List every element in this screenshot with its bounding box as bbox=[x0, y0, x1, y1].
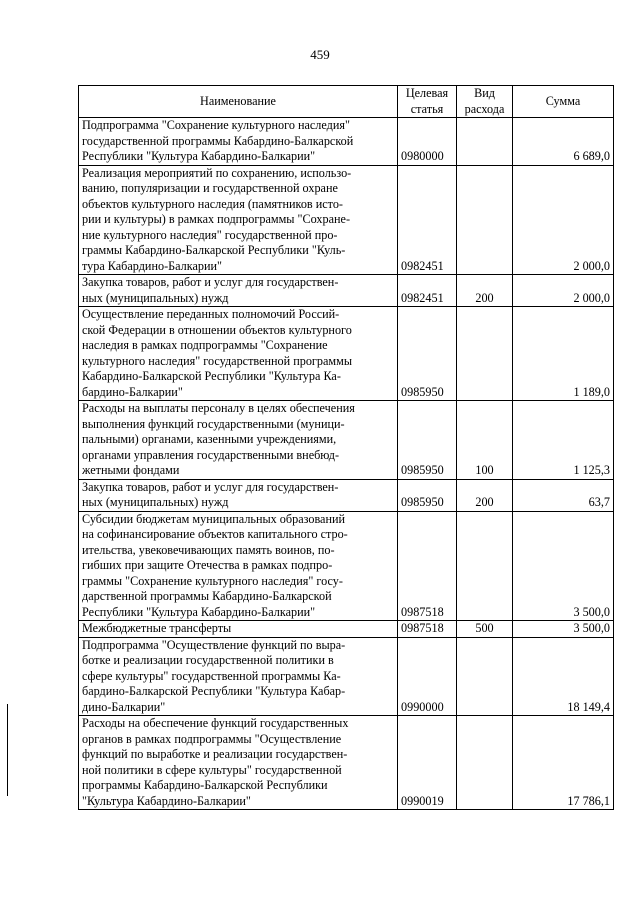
row-code: 0985950 bbox=[398, 479, 457, 511]
row-name-line: жетными фондами bbox=[82, 463, 180, 477]
row-sum: 17 786,1 bbox=[513, 716, 614, 810]
row-name bbox=[79, 118, 398, 166]
row-type bbox=[457, 165, 513, 275]
page-number: 459 bbox=[310, 47, 330, 62]
table-row bbox=[79, 637, 614, 716]
row-name-line: пальными) органами, казенными учреждениями, bbox=[82, 432, 337, 446]
row-name-line: Подпрограмма "Сохранение культурного наследия" bbox=[82, 118, 350, 132]
row-type: 500 bbox=[457, 621, 513, 638]
budget-body bbox=[79, 118, 614, 810]
row-name bbox=[79, 401, 398, 480]
header-name: Наименование bbox=[79, 86, 398, 118]
row-name-line: бардино-Балкарии" bbox=[82, 384, 183, 399]
row-name-line: функций по выработке и реализации государствен- bbox=[82, 747, 348, 761]
row-sum: 3 500,0 bbox=[513, 621, 614, 638]
row-name bbox=[79, 621, 398, 638]
row-name-line: ительства, увековечивающих память воинов, по- bbox=[82, 542, 335, 557]
row-name-line: "Культура Кабардино-Балкарии" bbox=[82, 793, 251, 808]
row-sum: 1 125,3 bbox=[513, 401, 614, 480]
row-name-line: Кабардино-Балкарской Республики "Культура Ка- bbox=[82, 369, 341, 383]
row-type: 100 bbox=[457, 401, 513, 480]
row-name-line: рии и культуры) в рамках подпрограммы "Сохране- bbox=[82, 212, 351, 226]
row-name bbox=[79, 511, 398, 621]
row-name-line: культурного наследия" государственной программы bbox=[82, 353, 353, 368]
row-sum: 1 189,0 bbox=[513, 307, 614, 401]
table-row bbox=[79, 275, 614, 307]
row-sum: 18 149,4 bbox=[513, 637, 614, 716]
budget-table bbox=[78, 85, 614, 810]
row-name-line: граммы "Сохранение культурного наследия" госу- bbox=[82, 573, 343, 588]
row-code: 0987518 bbox=[398, 621, 457, 638]
header-type-line: расхода bbox=[464, 101, 505, 116]
table-row bbox=[79, 401, 614, 480]
row-name-line: Расходы на выплаты персоналу в целях обеспечения bbox=[82, 401, 355, 415]
row-name-line: ботке и реализации государственной политики в bbox=[82, 653, 334, 667]
row-name-line: выполнения функций государственными (муници- bbox=[82, 416, 345, 431]
row-name-line: Закупка товаров, работ и услуг для государствен- bbox=[82, 479, 339, 494]
row-code: 0985950 bbox=[398, 307, 457, 401]
row-name-line: ванию, популяризации и государственной охране bbox=[82, 181, 338, 195]
table-row bbox=[79, 621, 614, 638]
row-name bbox=[79, 716, 398, 810]
row-name-line: органами управления государственными внебюд- bbox=[82, 447, 340, 462]
row-name-line: Республики "Культура Кабардино-Балкарии" bbox=[82, 604, 316, 619]
header-code-line: статья bbox=[410, 101, 444, 116]
row-name-line: ных (муниципальных) нужд bbox=[82, 495, 229, 509]
row-name-line: бардино-Балкарской Республики "Культура Кабар- bbox=[82, 684, 346, 698]
row-name bbox=[79, 165, 398, 275]
row-name-line: Подпрограмма "Осуществление функций по выра- bbox=[82, 637, 346, 652]
row-name-line: органов в рамках подпрограммы "Осуществление bbox=[82, 731, 342, 746]
row-name-line: гибших при защите Отечества в рамках подпро- bbox=[82, 558, 333, 572]
row-sum: 6 689,0 bbox=[513, 118, 614, 166]
row-name-line: Субсидии бюджетам муниципальных образований bbox=[82, 511, 346, 526]
row-type: 200 bbox=[457, 275, 513, 307]
row-name bbox=[79, 275, 398, 307]
header-type bbox=[457, 86, 513, 118]
row-name-line: Осуществление переданных полномочий Россий- bbox=[82, 307, 340, 321]
row-code: 0990000 bbox=[398, 637, 457, 716]
table-row bbox=[79, 118, 614, 166]
table-row bbox=[79, 716, 614, 810]
header-row bbox=[79, 86, 614, 118]
row-name-line: наследия в рамках подпрограммы "Сохранение bbox=[82, 338, 328, 352]
row-name-line: Республики "Культура Кабардино-Балкарии" bbox=[82, 149, 316, 163]
row-type bbox=[457, 637, 513, 716]
row-name-line: государственной программы Кабардино-Балкарской bbox=[82, 133, 354, 148]
table-row bbox=[79, 165, 614, 275]
row-name-line: Реализация мероприятий по сохранению, использо- bbox=[82, 165, 352, 180]
header-type-line: Вид bbox=[474, 86, 495, 100]
header-code bbox=[398, 86, 457, 118]
row-type bbox=[457, 307, 513, 401]
row-name-line: ной политики в сфере культуры" государственной bbox=[82, 762, 342, 777]
row-type bbox=[457, 511, 513, 621]
row-name-line: граммы Кабардино-Балкарской Республики "Куль- bbox=[82, 243, 346, 257]
row-name-line: Закупка товаров, работ и услуг для государствен- bbox=[82, 275, 339, 289]
row-sum: 3 500,0 bbox=[513, 511, 614, 621]
row-code: 0990019 bbox=[398, 716, 457, 810]
row-name-line: сфере культуры" государственной программы Ка- bbox=[82, 668, 341, 683]
row-sum: 2 000,0 bbox=[513, 165, 614, 275]
row-sum: 63,7 bbox=[513, 479, 614, 511]
row-sum: 2 000,0 bbox=[513, 275, 614, 307]
table-row bbox=[79, 511, 614, 621]
row-name-line: Межбюджетные трансферты bbox=[82, 621, 232, 635]
row-name-line: ных (муниципальных) нужд bbox=[82, 290, 229, 305]
row-name-line: дино-Балкарии" bbox=[82, 699, 166, 714]
margin-mark bbox=[7, 704, 8, 796]
row-name bbox=[79, 307, 398, 401]
row-name-line: Расходы на обеспечение функций государственных bbox=[82, 716, 349, 730]
row-name bbox=[79, 637, 398, 716]
row-name-line: ской Федерации в отношении объектов культурного bbox=[82, 322, 352, 337]
row-code: 0987518 bbox=[398, 511, 457, 621]
row-name-line: программы Кабардино-Балкарской Республики bbox=[82, 778, 328, 792]
row-code: 0985950 bbox=[398, 401, 457, 480]
row-code: 0980000 bbox=[398, 118, 457, 166]
row-type bbox=[457, 716, 513, 810]
row-type bbox=[457, 118, 513, 166]
table-row bbox=[79, 307, 614, 401]
header-sum: Сумма bbox=[513, 86, 614, 118]
row-name bbox=[79, 479, 398, 511]
row-name-line: объектов культурного наследия (памятников исто- bbox=[82, 196, 343, 211]
row-code: 0982451 bbox=[398, 275, 457, 307]
row-name-line: на софинансирование объектов капитального стро- bbox=[82, 527, 348, 541]
row-name-line: ние культурного наследия" государственной про- bbox=[82, 227, 338, 242]
row-name-line: дарственной программы Кабардино-Балкарской bbox=[82, 589, 332, 603]
row-type: 200 bbox=[457, 479, 513, 511]
row-code: 0982451 bbox=[398, 165, 457, 275]
table-row bbox=[79, 479, 614, 511]
header-code-line: Целевая bbox=[405, 86, 449, 100]
row-name-line: тура Кабардино-Балкарии" bbox=[82, 258, 222, 273]
